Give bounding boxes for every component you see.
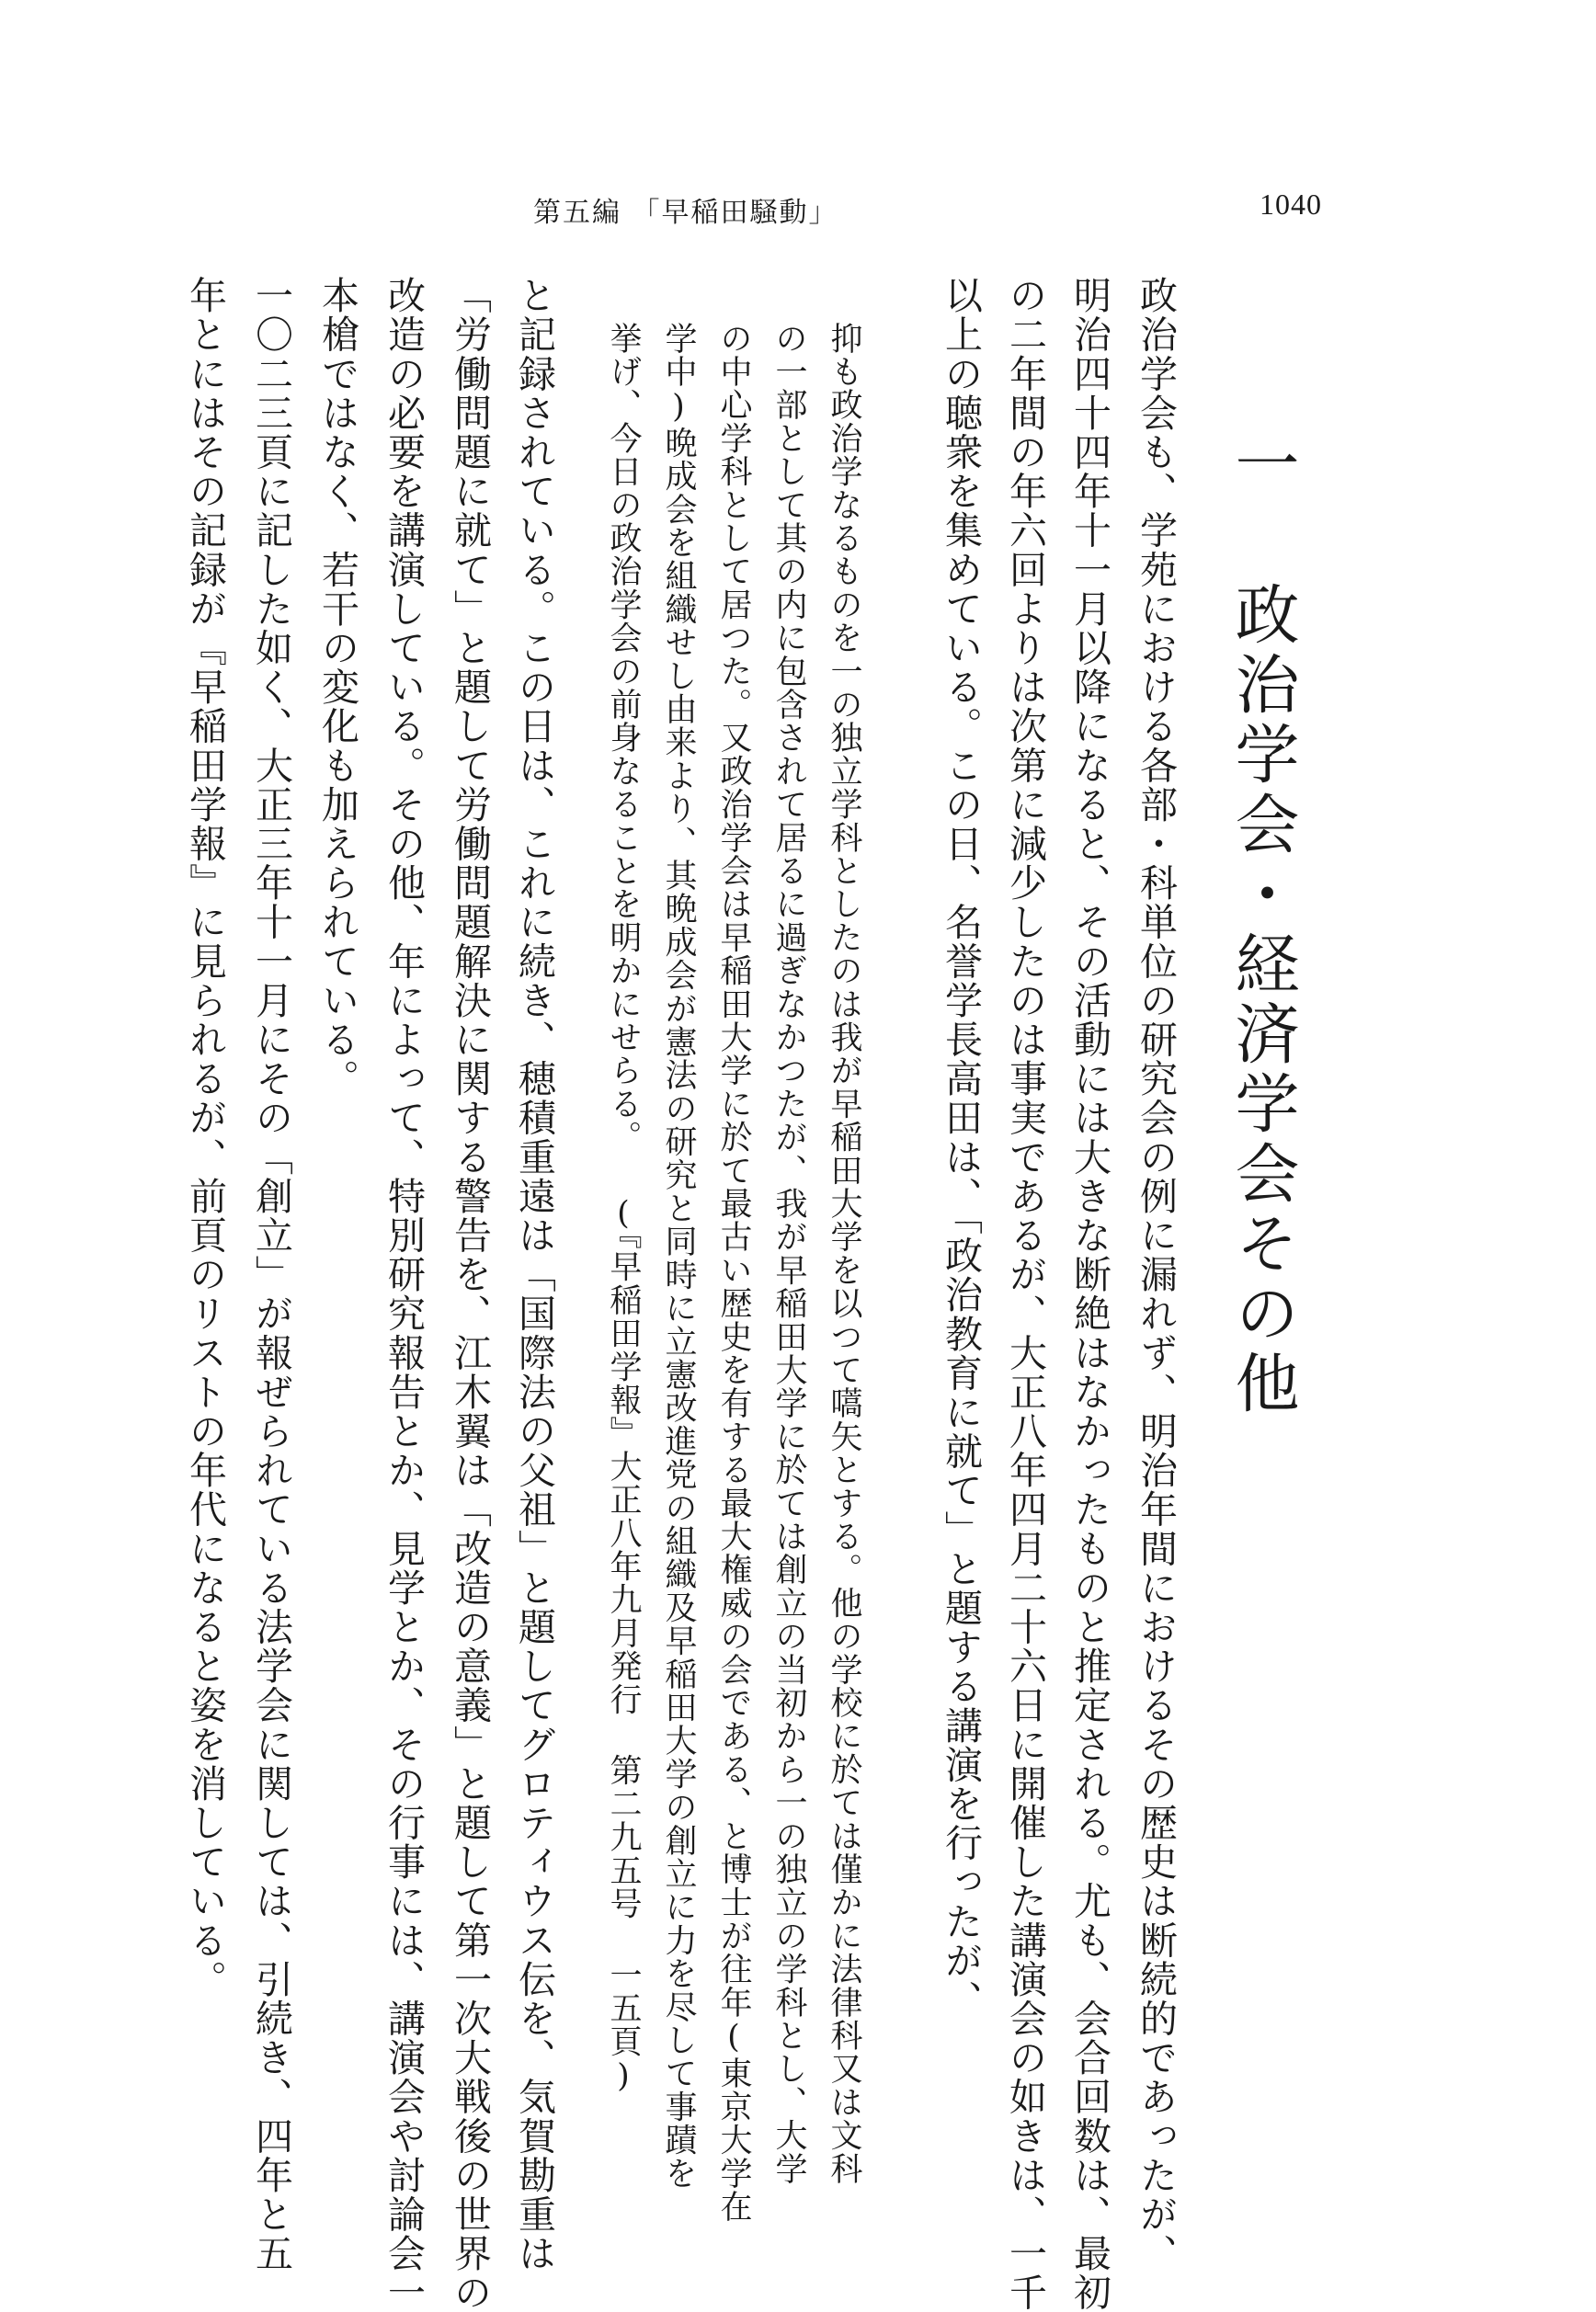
- paragraph2-line-1: と記録されている。この日は、これに続き、穂積重遠は「国際法の父祖」と題してグロティウス伝を、気賀勘重は: [512, 276, 556, 2273]
- paragraph1-line-3: の二年間の年六回よりは次第に減少したのは事実であるが、大正八年四月二十六日に開催した講演会の如きは、一千: [1003, 276, 1047, 2312]
- quote-line-1: 抑も政治学なるものを一の独立学科としたのは我が早稲田大学を以つて嚆矢とする。他の学校に於ては僅かに法律科又は文科: [826, 322, 862, 2186]
- paragraph3-line-2: 年とにはその記録が『早稲田学報』に見られるが、前頁のリストの年代になると姿を消している。: [183, 276, 227, 1999]
- running-title: 第五編 「早稲田騒動」: [533, 197, 838, 229]
- paragraph2-line-3: 改造の必要を講演している。その他、年によって、特別研究報告とか、見学とか、その行事には、講演会や討論会一: [382, 276, 426, 2312]
- section-heading: 一 政治学会・経済学会その他: [1225, 430, 1300, 1419]
- paragraph2-line-4: 本槍ではなく、若干の変化も加えられている。: [315, 276, 359, 1099]
- paragraph1-line-2: 明治四十四年十一月以降になると、その活動には大きな断絶はなかったものと推定される。尤も、会合回数は、最初: [1067, 276, 1112, 2312]
- paragraph2-line-2: 「労働問題に就て」と題して労働問題解決に関する警告を、江木翼は「改造の意義」と題して第一次大戦後の世界の: [448, 276, 492, 2312]
- paragraph1-line-1: 政治学会も、学苑における各部・科単位の研究会の例に漏れず、明治年間におけるその歴史は断続的であったが、: [1134, 276, 1178, 2273]
- page-number: 1040: [1260, 188, 1322, 221]
- quote-line-3: の中心学科として居つた。又政治学会は早稲田大学に於て最古い歴史を有する最大権威の会である、と博士が往年(東京大学在: [715, 322, 752, 2224]
- quote-line-2: の一部として其の内に包含されて居るに過ぎなかつたが、我が早稲田大学に於ては創立の当初から一の独立の学科とし、大学: [770, 322, 807, 2186]
- quote-source: (『早稲田学報』大正八年九月発行 第二九五号 一五頁): [605, 1195, 642, 2096]
- quote-line-5: 挙げ、今日の政治学会の前身なることを明かにせらる。: [605, 322, 642, 1154]
- paragraph3-line-1: 一〇二三頁に記した如く、大正三年十一月にその「創立」が報ぜられている法学会に関しては、引続き、四年と五: [249, 276, 293, 2273]
- quote-line-4: 学中)晩成会を組織せし由来より、其晩成会が憲法の研究と同時に立憲改進党の組織及早稲田大学の創立に力を尽して事蹟を: [660, 322, 697, 2191]
- paragraph1-line-4: 以上の聴衆を集めている。この日、名誉学長高田は、「政治教育に就て」と題する講演を行ったが、: [939, 276, 983, 2020]
